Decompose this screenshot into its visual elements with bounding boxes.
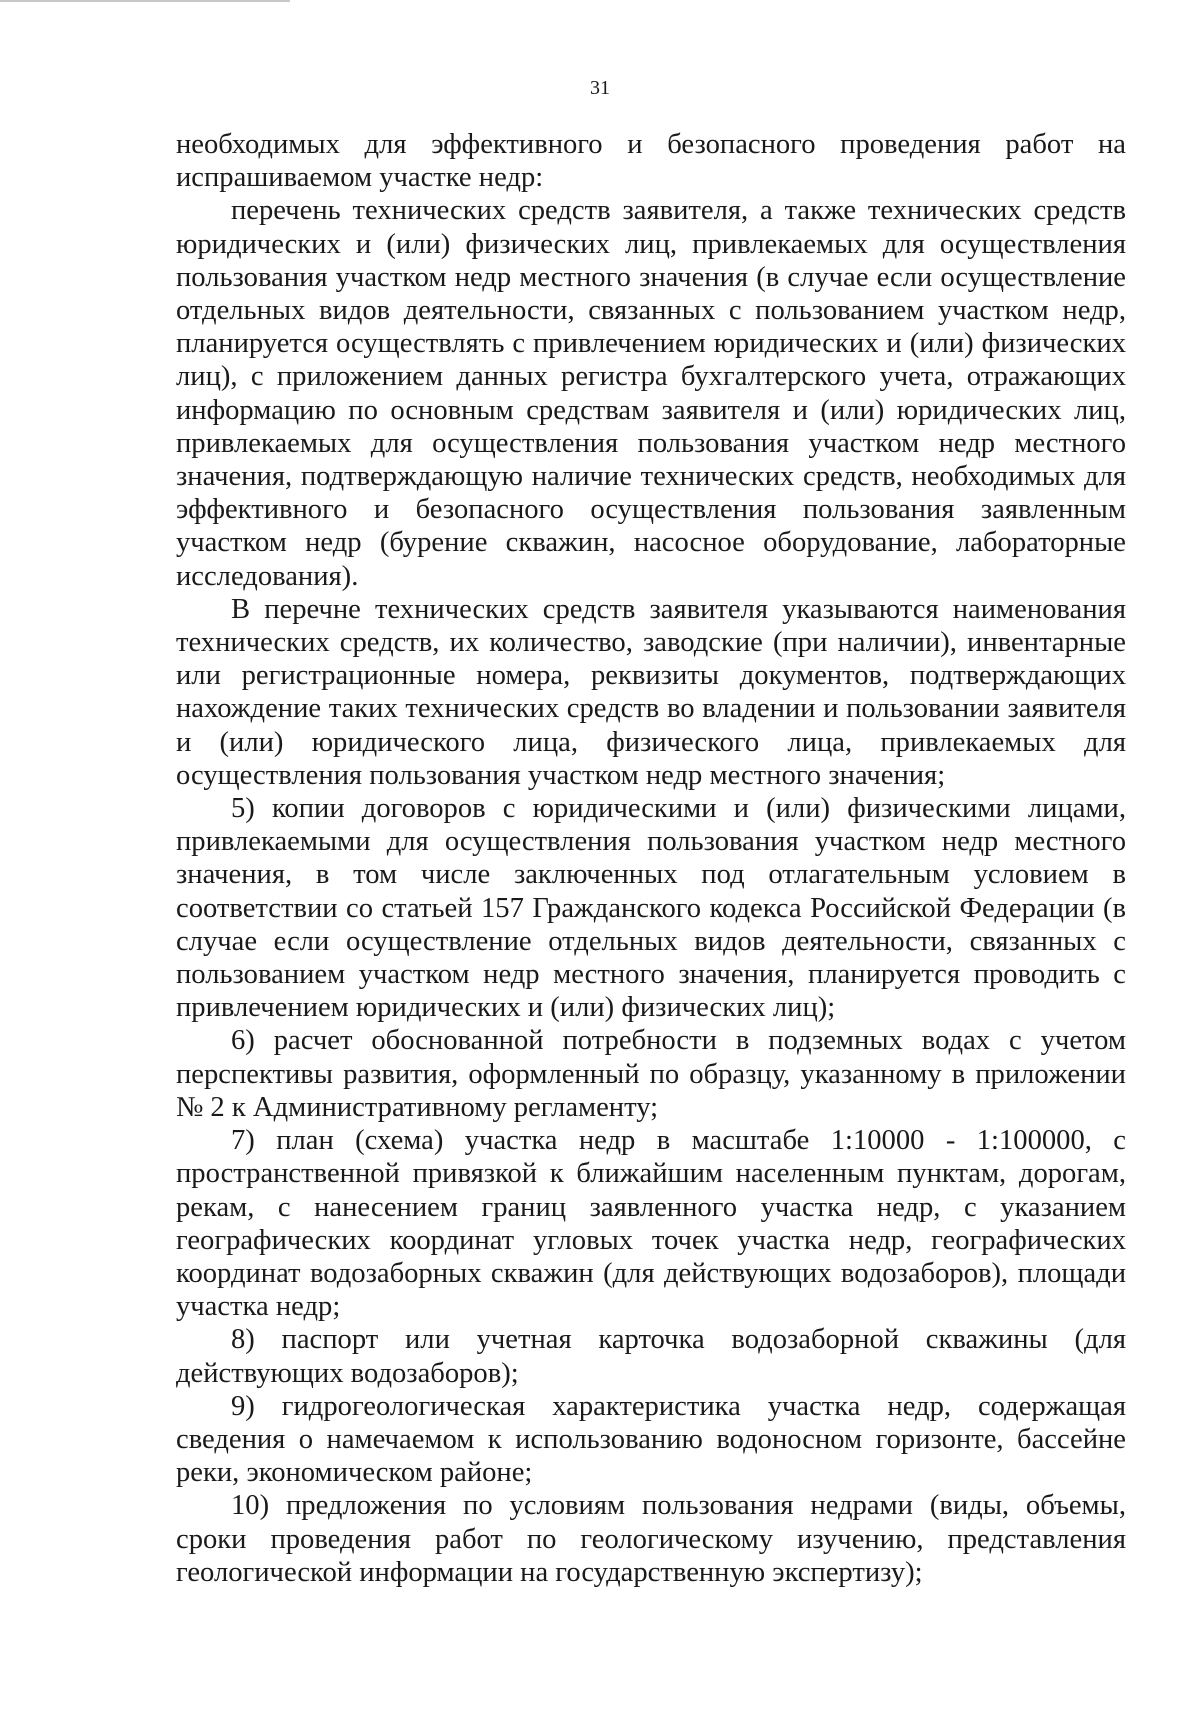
list-item-10: 10) предложения по условиям пользования недрами (виды, объемы, сроки проведения работ по геологическому изучению, представления геологической информации на государственную экспертизу); <box>176 1490 1126 1588</box>
document-body <box>176 128 1126 1589</box>
list-item-6: 6) расчет обоснованной потребности в подземных водах с учетом перспективы развития, оформленный по образцу, указанному в приложении № 2 к Административному регламенту; <box>176 1025 1126 1123</box>
page-number: 31 <box>590 77 610 99</box>
list-item-9: 9) гидрогеологическая характеристика участка недр, содержащая сведения о намечаемом к использованию водоносном горизонте, бассейне реки, экономическом районе; <box>176 1390 1126 1489</box>
paragraph-technical-means-details: В перечне технических средств заявителя указываются наименования технических средств, их количество, заводские (при наличии), инвентарные или регистрационные номера, реквизиты документов, подтверждающих нахождение таких технических средств во владении и пользовании заявителя и (или) юридического лица, физического лица, привлекаемых для осуществления пользования участком недр местного значения; <box>176 593 1126 791</box>
list-item-7: 7) план (схема) участка недр в масштабе 1:10000 - 1:100000, с пространственной привязкой к ближайшим населенным пунктам, дорогам, рекам, с нанесением границ заявленного участка недр, с указанием географических координат угловых точек участка недр, географических координат водозаборных скважин (для действующих водозаборов), площади участка недр; <box>176 1125 1126 1323</box>
list-item-5: 5) копии договоров с юридическими и (или) физическими лицами, привлекаемыми для осуществления пользования участком недр местного значения, в том числе заключенных под отлагательным условием в соответствии со статьей 157 Гражданского кодекса Российской Федерации (в случае если осуществление отдельных видов деятельности, связанных с пользованием участком недр местного значения, планируется проводить с привлечением юридических и (или) физических лиц); <box>176 793 1126 1024</box>
scan-edge-line <box>0 0 290 2</box>
paragraph-technical-means-list: перечень технических средств заявителя, а также технических средств юридических и (или) физических лиц, привлекаемых для осуществления пользования участком недр местного значения (в случае если осуществление отдельных видов деятельности, связанных с пользованием участком недр, планируется осуществлять с привлечением юридических и (или) физических лиц), с приложением данных регистра бухгалтерского учета, отражающих информацию по основным средствам заявителя и (или) юридических лиц, привлекаемых для осуществления пользования участком недр местного значения, подтверждающую наличие технических средств, необходимых для эффективного и безопасного осуществления пользования заявленным участком недр (бурение скважин, насосное оборудование, лабораторные исследования). <box>176 195 1126 592</box>
list-item-8: 8) паспорт или учетная карточка водозаборной скважины (для действующих водозаборов); <box>176 1324 1126 1389</box>
paragraph-continuation: необходимых для эффективного и безопасного проведения работ на испрашиваемом участке недр: <box>176 129 1126 194</box>
